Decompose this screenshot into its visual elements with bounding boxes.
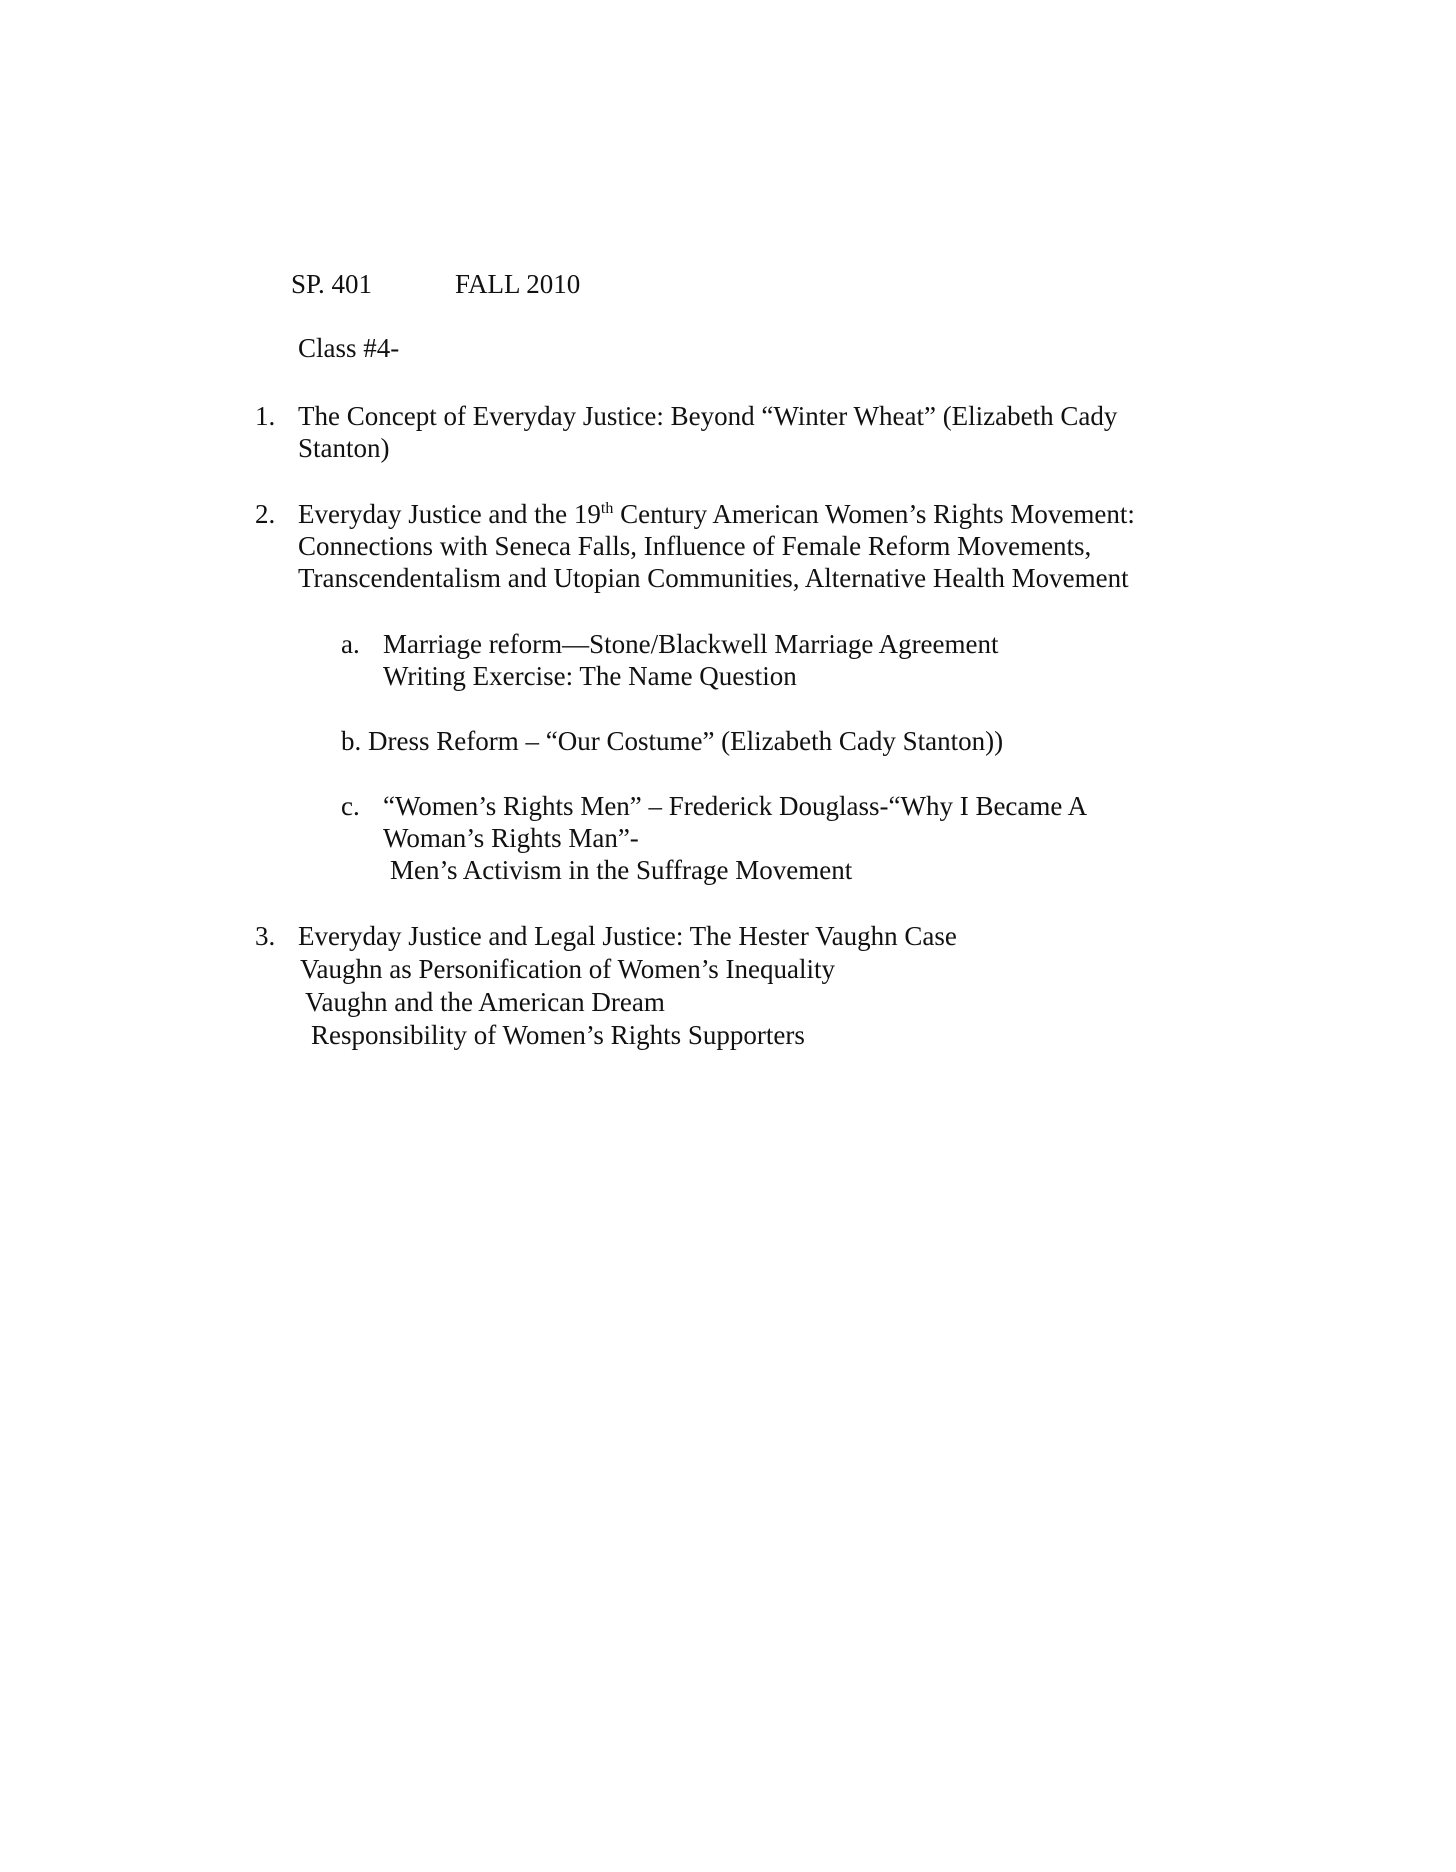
class-label: Class #4-	[298, 333, 400, 363]
superscript-th: th	[600, 500, 614, 517]
term: FALL 2010	[455, 269, 581, 299]
course-code: SP. 401	[291, 269, 373, 299]
sub-a-line1: Marriage reform—Stone/Blackwell Marriage Agreement	[383, 629, 999, 659]
item2-number: 2.	[255, 499, 276, 529]
sub-b-line1: b. Dress Reform – “Our Costume” (Elizabeth Cady Stanton))	[341, 726, 1004, 756]
sub-a-letter: a.	[341, 629, 360, 659]
item1-number: 1.	[255, 401, 276, 431]
item1-line2: Stanton)	[298, 433, 390, 463]
item3-line2: Vaughn as Personification of Women’s Inequality	[300, 954, 835, 984]
item3-number: 3.	[255, 921, 276, 951]
sub-a-line2: Writing Exercise: The Name Question	[383, 661, 797, 691]
item3-line1: Everyday Justice and Legal Justice: The Hester Vaughn Case	[298, 921, 957, 951]
sub-c-line2: Woman’s Rights Man”-	[383, 823, 639, 853]
sub-c-letter: c.	[341, 791, 360, 821]
item3-line3: Vaughn and the American Dream	[305, 987, 665, 1017]
item2-line2: Connections with Seneca Falls, Influence of Female Reform Movements,	[298, 531, 1092, 561]
item3-line4: Responsibility of Women’s Rights Supporters	[311, 1020, 805, 1050]
item2-line1: Everyday Justice and the 19th Century American Women’s Rights Movement:	[298, 499, 1135, 529]
item1-line1: The Concept of Everyday Justice: Beyond “Winter Wheat” (Elizabeth Cady	[298, 401, 1118, 431]
sub-c-line3: Men’s Activism in the Suffrage Movement	[390, 855, 853, 885]
sub-c-line1: “Women’s Rights Men” – Frederick Douglass-“Why I Became A	[383, 791, 1088, 821]
item2-line3: Transcendentalism and Utopian Communities, Alternative Health Movement	[298, 563, 1129, 593]
